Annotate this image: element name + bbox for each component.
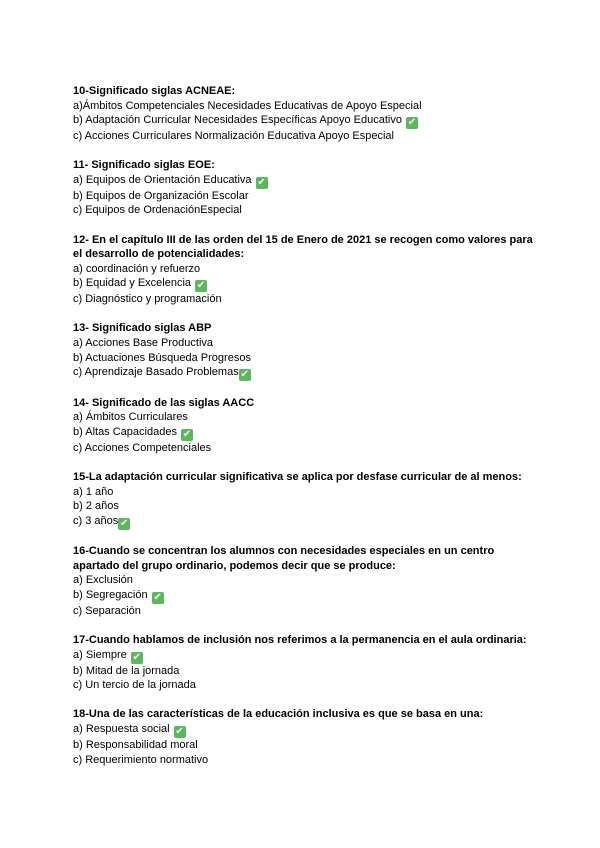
question-title: 16-Cuando se concentran los alumnos con necesidades especiales en un centro apartado del grupo ordinario, podemos decir que se produce: bbox=[73, 545, 495, 572]
answer-option-text: b) Equipos de Organización Escolar bbox=[73, 189, 249, 202]
answer-option-text: a) Equipos de Orientación Educativa bbox=[73, 173, 252, 186]
answer-option bbox=[73, 276, 543, 292]
check-mark-icon: ✔ bbox=[182, 428, 192, 440]
answer-option bbox=[73, 514, 543, 530]
answer-option-text: b) Altas Capacidades bbox=[73, 425, 177, 438]
answer-option bbox=[73, 441, 543, 456]
question-block bbox=[73, 321, 543, 381]
answer-option bbox=[73, 604, 543, 619]
answer-option-text: c) Equipos de OrdenaciónEspecial bbox=[73, 204, 242, 217]
answer-option bbox=[73, 173, 543, 189]
answer-option-text: b) Adaptación Curricular Necesidades Específicas Apoyo Educativo bbox=[73, 114, 402, 127]
answer-option bbox=[73, 425, 543, 441]
answer-option-text: b) Mitad de la jornada bbox=[73, 664, 180, 677]
answer-option bbox=[73, 129, 543, 144]
answer-option-text: c) 3 años bbox=[73, 514, 119, 527]
answer-option bbox=[73, 351, 543, 366]
question-title: 15-La adaptación curricular significativa se aplica por desfase curricular de al menos: bbox=[73, 471, 522, 483]
check-mark-icon: ✔ bbox=[120, 517, 129, 529]
answer-option-text: b) Equidad y Excelencia bbox=[73, 277, 192, 290]
question-title: 11- Significado siglas EOE: bbox=[73, 159, 215, 172]
check-mark-icon: ✔ bbox=[153, 592, 162, 604]
answer-option bbox=[73, 588, 543, 604]
answer-option-text: c) Separación bbox=[73, 605, 141, 618]
question-title: 17-Cuando hablamos de inclusión nos referimos a la permanencia en el aula ordinaria: bbox=[73, 634, 527, 647]
answer-option-text: c) Requerimiento normativo bbox=[73, 753, 209, 766]
check-mark-icon: ✔ bbox=[257, 176, 266, 188]
answer-option bbox=[73, 410, 543, 425]
answer-option-text: a) Acciones Base Productiva bbox=[73, 337, 214, 350]
question-block bbox=[73, 633, 543, 693]
answer-option bbox=[73, 573, 543, 588]
answer-option bbox=[73, 499, 543, 514]
check-mark-icon: ✔ bbox=[132, 651, 141, 663]
answer-option bbox=[73, 336, 543, 351]
answer-option bbox=[73, 678, 543, 693]
answer-option bbox=[73, 99, 543, 114]
answer-option-text: c) Aprendizaje Basado Problemas bbox=[73, 366, 239, 379]
answer-option-text: c) Acciones Curriculares Normalización Educativa Apoyo Especial bbox=[73, 130, 394, 143]
answer-option-text: b) Segregación bbox=[73, 589, 148, 602]
question-block bbox=[73, 84, 543, 144]
check-mark-icon: ✔ bbox=[240, 369, 249, 381]
answer-option-text: a) Siempre bbox=[73, 648, 127, 661]
question-block bbox=[73, 707, 543, 767]
answer-option bbox=[73, 292, 543, 307]
question-title: 13- Significado siglas ABP bbox=[73, 322, 212, 335]
answer-option bbox=[73, 365, 543, 381]
answer-option-text: b) 2 años bbox=[73, 500, 119, 513]
answer-option-text: b) Actuaciones Búsqueda Progresos bbox=[73, 351, 251, 364]
answer-option bbox=[73, 648, 543, 664]
answer-option-text: c) Un tercio de la jornada bbox=[73, 679, 196, 692]
question-list bbox=[73, 84, 543, 782]
question-block bbox=[73, 544, 543, 618]
question-title: 10-Significado siglas ACNEAE: bbox=[73, 85, 236, 97]
answer-option-text: b) Responsabilidad moral bbox=[73, 739, 198, 752]
answer-option bbox=[73, 189, 543, 204]
answer-option bbox=[73, 262, 543, 277]
question-block bbox=[73, 158, 543, 218]
answer-option-text: a) Ámbitos Curriculares bbox=[73, 411, 188, 424]
answer-option-text: a) 1 año bbox=[73, 485, 114, 498]
answer-option bbox=[73, 664, 543, 679]
question-title: 12- En el capítulo III de las orden del 15 de Enero de 2021 se recogen como valores para el desarrollo de potencialidades: bbox=[73, 233, 533, 261]
answer-option bbox=[73, 485, 543, 500]
answer-option-text: c) Diagnóstico y programación bbox=[73, 293, 222, 306]
answer-option-text: a) Exclusión bbox=[73, 574, 133, 587]
answer-option-text: a)Ámbitos Competenciales Necesidades Educativas de Apoyo Especial bbox=[73, 99, 422, 112]
question-block bbox=[73, 233, 543, 307]
answer-option-text: a) coordinación y refuerzo bbox=[73, 262, 201, 275]
check-mark-icon: ✔ bbox=[196, 280, 206, 292]
question-block bbox=[73, 396, 543, 456]
question-title: 18-Una de las características de la educación inclusiva es que se basa en una: bbox=[73, 708, 484, 721]
answer-option bbox=[73, 722, 543, 738]
answer-option bbox=[73, 113, 543, 129]
answer-option-text: a) Respuesta social bbox=[73, 723, 170, 736]
check-mark-icon: ✔ bbox=[175, 726, 184, 738]
question-title: 14- Significado de las siglas AACC bbox=[73, 396, 255, 409]
answer-option-text: c) Acciones Competenciales bbox=[73, 441, 212, 454]
question-block bbox=[73, 470, 543, 530]
answer-option bbox=[73, 753, 543, 768]
answer-option bbox=[73, 203, 543, 218]
answer-option bbox=[73, 738, 543, 753]
check-mark-icon: ✔ bbox=[407, 117, 417, 129]
